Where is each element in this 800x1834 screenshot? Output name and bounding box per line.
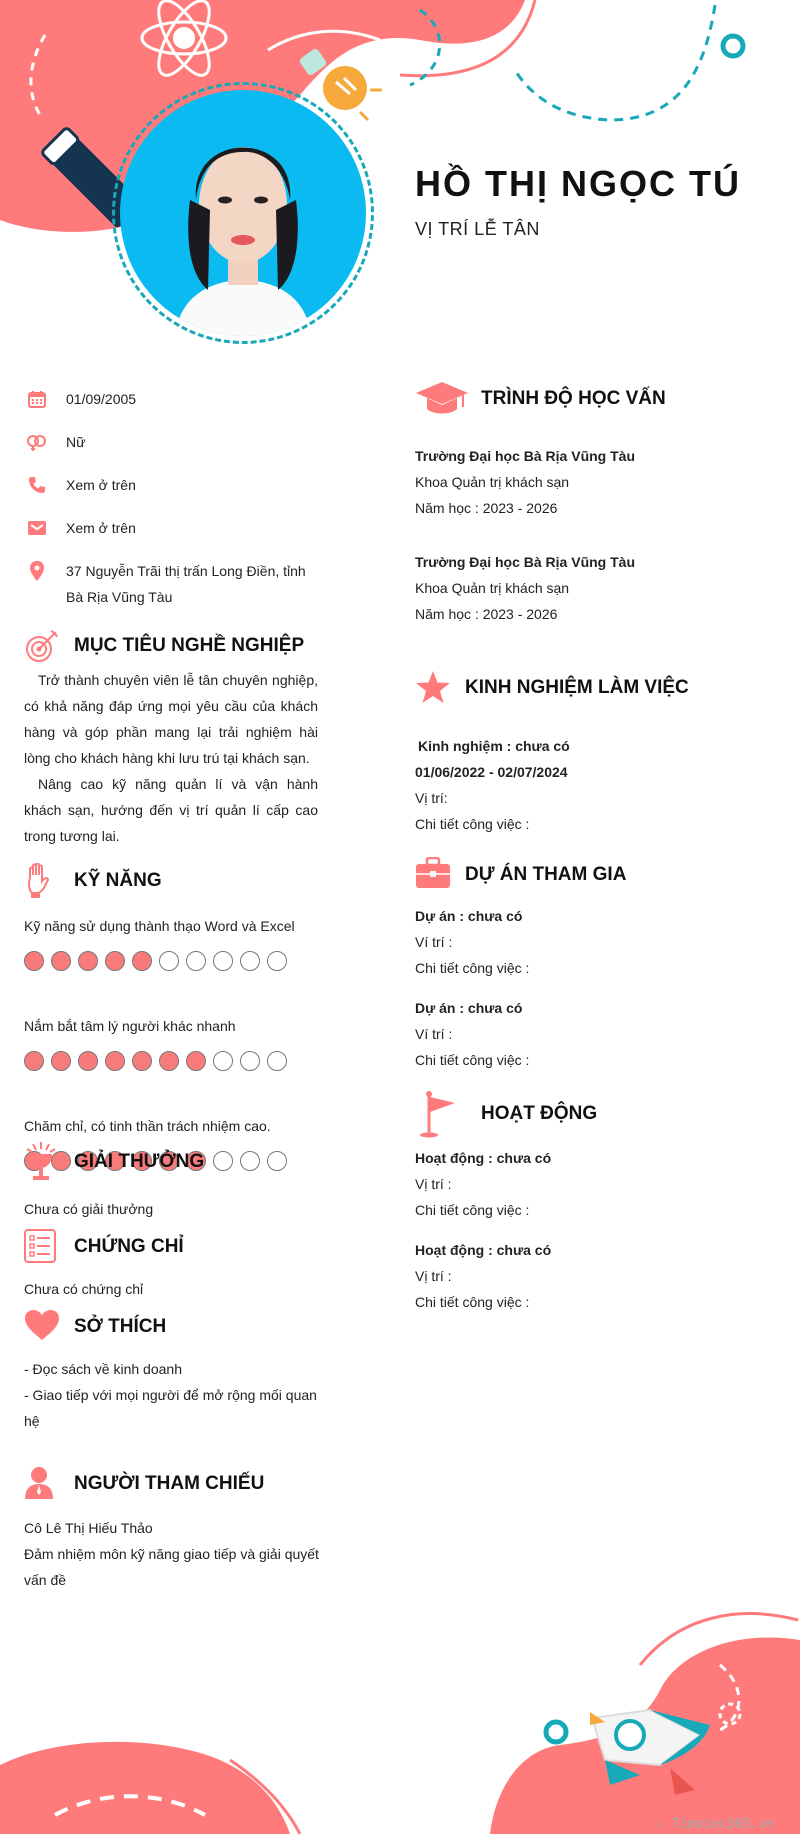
activities-heading: HOẠT ĐỘNG — [415, 1090, 597, 1138]
experience-item: Kinh nghiệm : chưa có 01/06/2022 - 02/07/2024 Vị trí: Chi tiết công việc : — [415, 738, 570, 832]
star-icon — [415, 670, 451, 706]
contact-phone: Xem ở trên — [26, 472, 326, 498]
profile-photo-frame — [112, 82, 374, 344]
rating-dot-empty — [213, 1051, 233, 1071]
rating-dot-filled — [78, 951, 98, 971]
rating-dot-filled — [105, 1051, 125, 1071]
contact-gender: Nữ — [26, 429, 326, 455]
trophy-icon — [24, 1140, 60, 1184]
phone-icon — [26, 474, 48, 496]
references-text: Cô Lê Thị Hiếu Thảo Đảm nhiệm môn kỹ năng giao tiếp và giải quyết vấn đề — [24, 1520, 319, 1588]
education-list — [415, 443, 775, 627]
certificates-heading: CHỨNG CHỈ — [24, 1229, 184, 1265]
rating-dot-filled — [51, 951, 71, 971]
rating-dot-filled — [51, 1051, 71, 1071]
objective-text: Trở thành chuyên viên lễ tân chuyên nghiệp, có khả năng đáp ứng mọi yêu cầu của khách hàng và góp phần mang lại trải nghiệm hài lòng cho khách hàng khi lưu trú tại khách sạn. Nâng cao kỹ năng quản lí và vận hành khách sạn, hướng đến vị trí quản lí cấp cao trong tương lai. — [24, 672, 318, 844]
hobbies-heading: SỞ THÍCH — [24, 1309, 166, 1345]
skills-heading: KỸ NĂNG — [24, 863, 162, 899]
heart-icon — [24, 1309, 60, 1345]
rating-dot-empty — [240, 951, 260, 971]
rating-dot-filled — [24, 951, 44, 971]
target-icon — [24, 628, 60, 664]
rating-dot-filled — [159, 1051, 179, 1071]
briefcase-icon — [415, 857, 451, 893]
education-item: Trường Đại học Bà Rịa Vũng Tàu Khoa Quản trị khách sạn Năm học : 2023 - 2026 — [415, 554, 636, 622]
activities-list — [415, 1145, 775, 1315]
contact-address: 37 Nguyễn Trãi thị trấn Long Điền, tỉnh Bà Rịa Vũng Tàu — [26, 558, 326, 610]
rating-dot-filled — [132, 951, 152, 971]
rating-dot-filled — [24, 1051, 44, 1071]
location-pin-icon — [26, 560, 48, 582]
project-item: Dự án : chưa có Ví trí : Chi tiết công việc : — [415, 1000, 530, 1068]
rating-dot-empty — [267, 1151, 287, 1171]
rating-dot-empty — [213, 951, 233, 971]
job-position: VỊ TRÍ LỄ TÂN — [415, 219, 540, 239]
rating-dot-empty — [267, 951, 287, 971]
hobbies-text: - Đọc sách về kinh doanh - Giao tiếp với mọi người để mở rộng mối quan hệ — [24, 1361, 317, 1429]
rating-dot-empty — [240, 1051, 260, 1071]
rating-dot-empty — [240, 1151, 260, 1171]
education-item: Trường Đại học Bà Rịa Vũng Tàu Khoa Quản trị khách sạn Năm học : 2023 - 2026 — [415, 448, 636, 516]
flag-icon — [415, 1090, 471, 1138]
gender-icon — [26, 431, 48, 453]
contact-email: Xem ở trên — [26, 515, 326, 541]
projects-heading: DỰ ÁN THAM GIA — [415, 857, 626, 893]
education-heading: TRÌNH ĐỘ HỌC VẤN — [415, 380, 666, 418]
person-icon — [24, 1466, 60, 1502]
watermark: ∴ Timviec365.vn — [656, 1817, 774, 1832]
calendar-icon — [26, 388, 48, 410]
awards-heading: GIẢI THƯỞNG — [24, 1140, 204, 1184]
candidate-name: HỒ THỊ NGỌC TÚ — [415, 163, 741, 204]
skill-item: Chăm chỉ, có tinh thần trách nhiệm cao. — [24, 1113, 324, 1171]
objective-heading: MỤC TIÊU NGHỀ NGHIỆP — [24, 628, 304, 664]
rating-dot-empty — [213, 1151, 233, 1171]
rating-dot-filled — [105, 951, 125, 971]
profile-photo — [120, 90, 366, 336]
skill-rating — [24, 951, 324, 971]
skill-item: Kỹ năng sử dụng thành thạo Word và Excel — [24, 913, 324, 971]
contact-birthday: 01/09/2005 — [26, 386, 326, 412]
contact-info — [26, 386, 326, 627]
references-heading: NGƯỜI THAM CHIẾU — [24, 1466, 264, 1502]
rating-dot-filled — [186, 1051, 206, 1071]
rating-dot-empty — [186, 951, 206, 971]
skill-rating — [24, 1051, 324, 1071]
rating-dot-empty — [159, 951, 179, 971]
activity-item: Hoạt động : chưa có Vị trí : Chi tiết công việc : — [415, 1150, 552, 1218]
projects-list — [415, 903, 775, 1073]
hand-icon — [24, 863, 60, 899]
email-icon — [26, 517, 48, 539]
experience-heading: KINH NGHIỆM LÀM VIỆC — [415, 670, 689, 706]
awards-text: Chưa có giải thưởng — [24, 1201, 154, 1217]
graduation-cap-icon — [415, 380, 471, 418]
skills-list — [24, 913, 324, 1171]
rating-dot-filled — [78, 1051, 98, 1071]
rating-dot-filled — [132, 1051, 152, 1071]
rating-dot-empty — [267, 1051, 287, 1071]
skill-item: Nắm bắt tâm lý người khác nhanh — [24, 1013, 324, 1071]
certificates-text: Chưa có chứng chỉ — [24, 1281, 144, 1297]
checklist-icon — [24, 1229, 60, 1265]
activity-item: Hoạt động : chưa có Vị trí : Chi tiết công việc : — [415, 1242, 552, 1310]
project-item: Dự án : chưa có Ví trí : Chi tiết công việc : — [415, 908, 530, 976]
